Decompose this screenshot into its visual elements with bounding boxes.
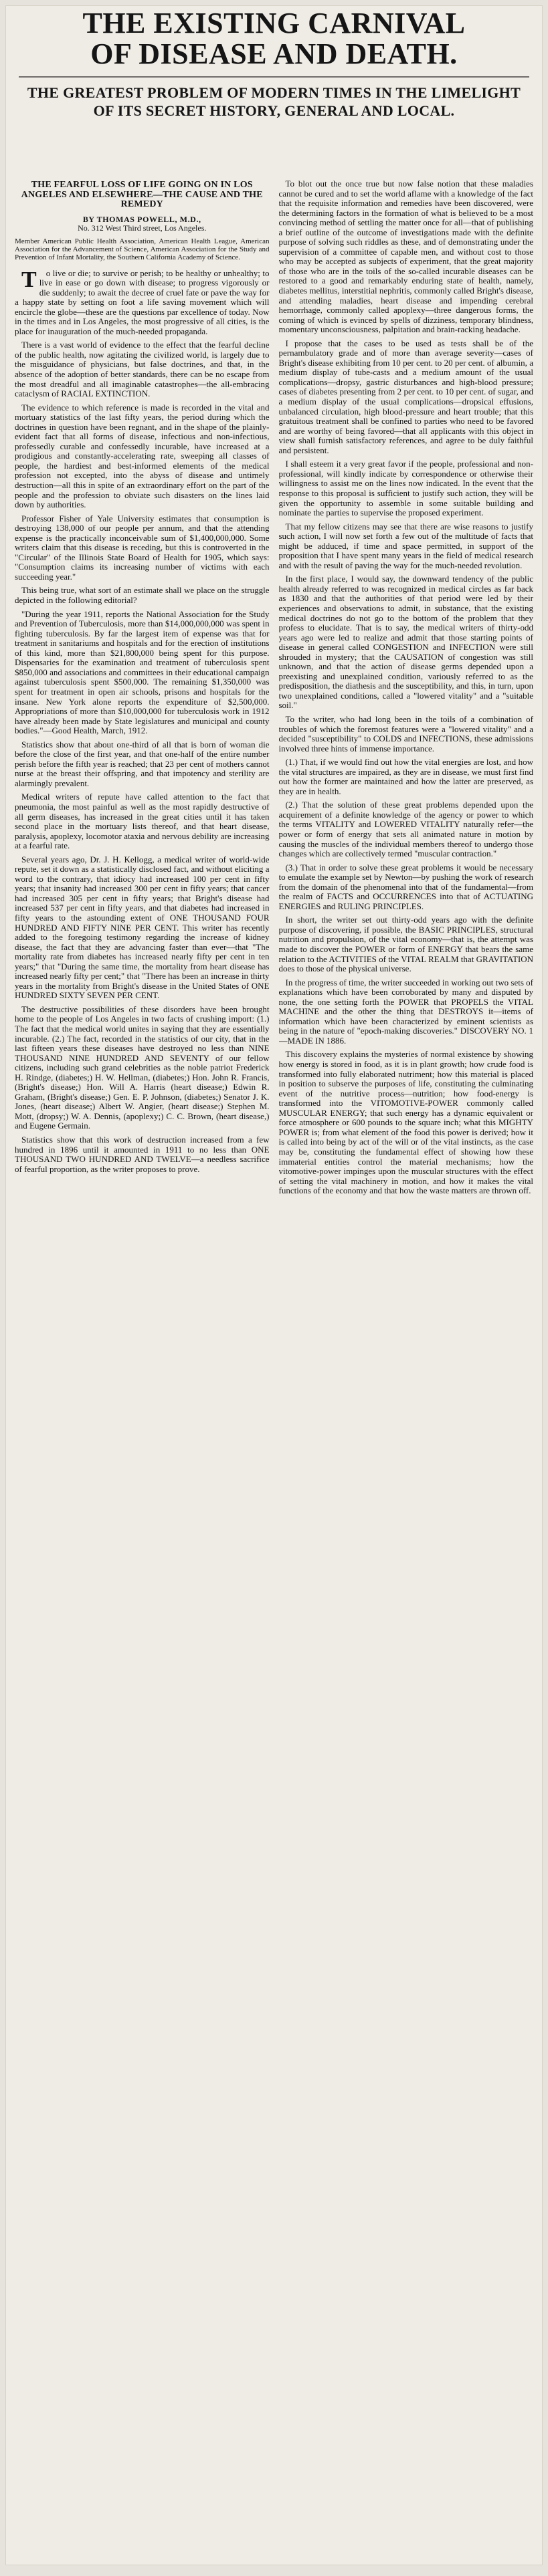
right-paragraph: I shall esteem it a very great favor if the people, professional and non-professional, will kindly indicate by correspondence or otherwise their willingness to assist me on the lines now indicated. In the event that the response to this proposal is sufficient to justify such action, they will be given the opportunity to assemble in some suitable building and nominate the parties to supervise the proposed experiment. (278, 459, 533, 518)
right-paragraph: To blot out the once true but now false notion that these maladies cannot be cured and to set the world aflame with a knowledge of the fact that the requisite information and remedies have been discovered, were the determining factors in the formation of what is believed to be a most convincing method of settling the matter once for all—that of publishing a brief outline of the outcome of investigations made with the definite purpose of solving such riddles as these, and of demonstrating under the supervision of a committee of capable men, and without cost to those who may be accepted as subjects of experiment, that the great majority of those who are in the toils of the so-called incurable diseases can be restored to a good and remarkably enduring state of health, namely, diabetes mellitus, interstitial nephritis, commonly called Bright's disease, and attending maladies, heart disease and impending cerebral hemorrhage, commonly called apoplexy—three dangerous forms, the coming of which is evinced by spells of dizziness, temporary blindness, momentary unconsciousness, palpitation and brain-racking headache. (278, 179, 533, 335)
byline (15, 215, 270, 232)
left-paragraph: Statistics show that about one-third of all that is born of woman die before the close of the first year, and that one-half of the entire number perish before the fifth year is reached; that 23 per cent of mothers cannot nurse at the breast their offspring, and that impotency and sterility are alarmingly prevalent. (15, 739, 270, 788)
right-paragraph: In the first place, I would say, the downward tendency of the public health already referred to was recognized in medical circles as far back as 1830 and that the authorities of that period were led by their experiences and observations to admit, in substance, that the existing medical doctrines do not go to the bottom of the problem that they profess to elucidate. That is to say, the medical writers of thirty-odd years ago were led to realize and admit that those starting points of disease in general called CONGESTION and INFECTION were still shrouded in mystery; that the CAUSATION of congestion was still unknown, and that the action of disease germs depended upon a preexisting and unexplained condition, variously referred to as the predisposition, the diathesis and the susceptibility, and this, in turn, upon two unexplained conditions, called a "lowered vitality" and a "suitable soil." (278, 574, 533, 711)
left-deck: THE FEARFUL LOSS OF LIFE GOING ON IN LOS ANGELES AND ELSEWHERE—THE CAUSE AND THE REMEDY (21, 180, 263, 210)
left-paragraph: The evidence to which reference is made is recorded in the vital and mortuary statistics of the last fifty years, the period during which the doctrines in question have been regnant, and in the shape of the plainly-evident fact that all forms of disease, infectious and non-infectious, professedly curable and confessedly incurable, have increased at a prodigious and constantly-accelerating rate, sweeping all classes of people, the hardiest and best-informed elements of the medical profession not excepted, into the abyss of disease and untimely destruction—all this in spite of an extraordinary effort on the part of the people and the profession to obviate such disasters on the lines laid down by authorities. (15, 402, 270, 510)
left-paragraph: Medical writers of repute have called attention to the fact that pneumonia, the most painful as well as the most rapidly destructive of all germ diseases, has increased in the great cities until it has taken second place in the mortuary lists thereof, and that heart disease, paralysis, apoplexy, locomotor ataxia and nervous debility are increasing at a fearful rate. (15, 792, 270, 851)
headline-line-1: THE EXISTING CARNIVAL (82, 7, 466, 39)
right-column (279, 179, 534, 2552)
right-paragraph: (1.) That, if we would find out how the vital energies are lost, and how the vital structures are impaired, as they are in disease, we must first find out how the former are maintained and how the latter are preserved, as they are in health. (278, 757, 533, 796)
right-paragraph: (3.) That in order to solve these great problems it would be necessary to emulate the example set by Newton—by pushing the work of research from the domain of the phenomenal into that of the fundamental—from the realm of FACTS and OCCURRENCES into that of ACTUATING ENERGIES and RULING PRINCIPLES. (278, 862, 533, 911)
byline-address: No. 312 West Third street, Los Angeles. (78, 223, 207, 233)
left-paragraph: "During the year 1911, reports the National Association for the Study and Prevention of Tuberculosis, more than $14,000,000,000 was spent in fighting tuberculosis. By far the largest item of expense was that for treatment in sanitariums and hospitals and for the erection of institutions of this kind, more than $21,800,000 being spent for this purpose. Dispensaries for the examination and treatment of tuberculosis spent $850,000 and associations and committees in their educational campaign against tuberculosis spent $500,000. The remaining $1,350,000 was spent for treatment in open air schools, prisons and hospitals for the insane. New York alone reports the expenditure of $2,500,000. Appropriations of more than $10,000,000 for tuberculosis work in 1912 have already been made by State legislatures and municipal and county bodies."—Good Health, March, 1912. (15, 608, 270, 736)
right-paragraph: In the progress of time, the writer succeeded in working out two sets of explanations which have been corroborated by many and disputed by none, the one setting forth the POWER that PROPELS the VITAL MACHINE and the other the thing that DESTROYS it—items of information which have been characterized by eminent scientists as being in the nature of "epoch-making discoveries." DISCOVERY NO. 1—MADE IN 1886. (278, 977, 533, 1046)
right-paragraph: I propose that the cases to be used as tests shall be of the pernambulatory grade and of more than average severity—cases of Bright's disease exhibiting from 10 per cent. to 20 per cent. of albumin, a medium display of tube-casts and a medium amount of the usual complications—dropsy, gastric disturbances and high-blood pressure; cases of diabetes presenting from 2 per cent. to 10 per cent. of sugar, and a medium display of the usual complications—dropsical effusions, unbalanced circulation, high blood-pressure and heart trouble; that this gratuitous treatment shall be confined to parties who need to be favored and are worthy of being favored—that all applicants with this object in view shall furnish satisfactory references, and agree to be duly faithful and persistent. (278, 338, 533, 455)
left-paragraph: There is a vast world of evidence to the effect that the fearful decline of the public health, now agitating the civilized world, is largely due to the misguidance of physicians, but false doctrines, and that, in the absence of the adoption of better standards, there can be no escape from the most dreadful and all imaginable catastrophes—the all-embracing cataclysm of RACIAL EXTINCTION. (15, 340, 270, 399)
left-paragraph: To live or die; to survive or perish; to be healthy or unhealthy; to live in ease or go down with disease; to progress vigorously or die suddenly; to await the decree of cruel fate or pave the way for a happy state by setting on foot a life saving movement which will encircle the globe—these are the questions par excellence of today. Now in the times and in Los Angeles, the most progressive of all cities, is the place for inauguration of the much-needed propaganda. (15, 267, 270, 336)
headline (12, 8, 536, 70)
left-column (15, 179, 270, 2552)
headline-line-2: OF DISEASE AND DEATH. (90, 37, 458, 71)
right-paragraph: To the writer, who had long been in the toils of a combination of troubles of which the foremost features were a "lowered vitality" and a decided "susceptibility" to COLDS and INFECTIONS, these admissions involved three hints of immense importance. (278, 713, 533, 753)
headline-rule (19, 76, 529, 78)
left-paragraph: Several years ago, Dr. J. H. Kellogg, a medical writer of world-wide repute, set it down as a statistically disclosed fact, and without eliciting a word to the contrary, that idiocy had increased 100 per cent in fifty years; that insanity had increased 300 per cent in fifty years; that cancer had increased 305 per cent in fifty years; that Bright's disease had increased 537 per cent in fifty years, and that diabetes had increased in fifty years to the astounding extent of ONE THOUSAND FOUR HUNDRED AND FIFTY NINE PER CENT. This writer has recently added to the foregoing testimony regarding the increase of kidney disease, the fact that they are advancing faster than ever—that "The mortality rate from diabetes has increased nearly fifty per cent in ten years;" that "During the same time, the mortality from heart disease has increased nearly fifty per cent;" that "There has been an increase in thirty years in the mortality from Bright's disease in the United States of ONE HUNDRED SIXTY SEVEN PER CENT. (15, 854, 270, 1001)
right-paragraph: This discovery explains the mysteries of normal existence by showing how energy is stored in food, as it is in plant growth; how crude food is transformed into fully elaborated nutriment; how this material is placed in position to subserve the purposes of life, constituting the culminating event of the nutritive process—nutrition; how food-energy is transformed into the VITOMOTIVE-POWER commonly called MUSCULAR ENERGY; that such energy has a dynamic equivalent or force atmosphere or 600 pounds to the square inch; what this MIGHTY POWER is; from what element of the food this power is derived; how it is called into being by act of the will or of the vital instincts, as the case may be, constituting the fundamental effect of showing how these immaterial entities control the material mechanisms; how the vitomotive-power impinges upon the muscular structures with the effect of setting the vital machinery in motion, and how it makes the vital functions of the economy and that how the waste matters are thrown off. (278, 1049, 533, 1196)
left-paragraph: Statistics show that this work of destruction increased from a few hundred in 1896 until it amounted in 1911 to no less than ONE THOUSAND TWO HUNDRED AND TWELVE—a needless sacrifice of fearful proportion, as the writer proposes to prove. (15, 1135, 270, 1174)
subheadline: THE GREATEST PROBLEM OF MODERN TIMES IN THE LIMELIGHT OF ITS SECRET HISTORY, GENERAL AND LOCAL. (27, 84, 521, 119)
left-paragraph: Professor Fisher of Yale University estimates that consumption is destroying 138,000 of our people per annum, and that the attending expense is the practically inconceivable sum of $1,400,000,000. Some writers claim that this disease is receding, but this is controverted in the "Circular" of the Illinois State Board of Health for 1905, which says: "Consumption claims its increasing number of victims with each succeeding year." (15, 513, 270, 582)
membership-note: Member American Public Health Association, American Health League, American Association for the Advancement of Science, American Association for the Study and Prevention of Infant Mortality, the Southern California Academy of Science. (15, 237, 270, 262)
right-paragraph: In short, the writer set out thirty-odd years ago with the definite purpose of discovering, if possible, the BASIC PRINCIPLES, structural nutrition and propulsion, of the vital economy—that is, the attempt was made to discover the POWER or form of ENERGY that bears the same relation to the ACTIVITIES of the VITAL REALM that GRAVITATION does to those of the physical universe. (278, 915, 533, 974)
article-columns (15, 179, 533, 2552)
left-paragraph: This being true, what sort of an estimate shall we place on the struggle depicted in the following editorial? (15, 585, 270, 606)
left-paragraph: The destructive possibilities of these disorders have been brought home to the people of Los Angeles in two facts of crushing import: (1.) The fact that the medical world unites in saying that they are essentially incurable. (2.) The fact, recorded in the statistics of our city, that in the last fifteen years these diseases have destroyed no less than NINE THOUSAND NINE HUNDRED AND SEVENTY of our fellow citizens, including such grand celebrities as the noble patriot Frederick H. Rindge, (diabetes;) H. W. Hellman, (diabetes;) Hon. John R. Francis, (Bright's disease;) Hon. Will A. Harris (heart disease;) Edwin R. Graham, (Bright's disease;) Gen. E. P. Johnson, (diabetes;) Senator J. K. Jones, (heart disease;) Albert W. Angier, (heart disease;) Stephen M. Mott, (dropsy;) W. A. Dennis, (apoplexy;) C. C. Brown, (heart disease,) and Eugene Germain. (15, 1004, 270, 1131)
newspaper-page (5, 5, 543, 2565)
right-paragraph: That my fellow citizens may see that there are wise reasons to justify such action, I will now set forth a few out of the multitude of facts that might be adduced, if time and space permitted, in support of the proposition that I have spent many years in the field of medical research and with the result of paving the way for the much-needed revolution. (278, 521, 533, 570)
right-paragraph: (2.) That the solution of these great problems depended upon the acquirement of a definite knowledge of the agency or power to which the terms VITALITY and LOWERED VITALITY naturally refer—the power or form of energy that sets all animated nature in motion by causing the muscles of the individual members thereof to undergo those changes which are collectively termed "muscular contraction." (278, 800, 533, 859)
byline-name: BY THOMAS POWELL, M.D., (82, 215, 201, 225)
